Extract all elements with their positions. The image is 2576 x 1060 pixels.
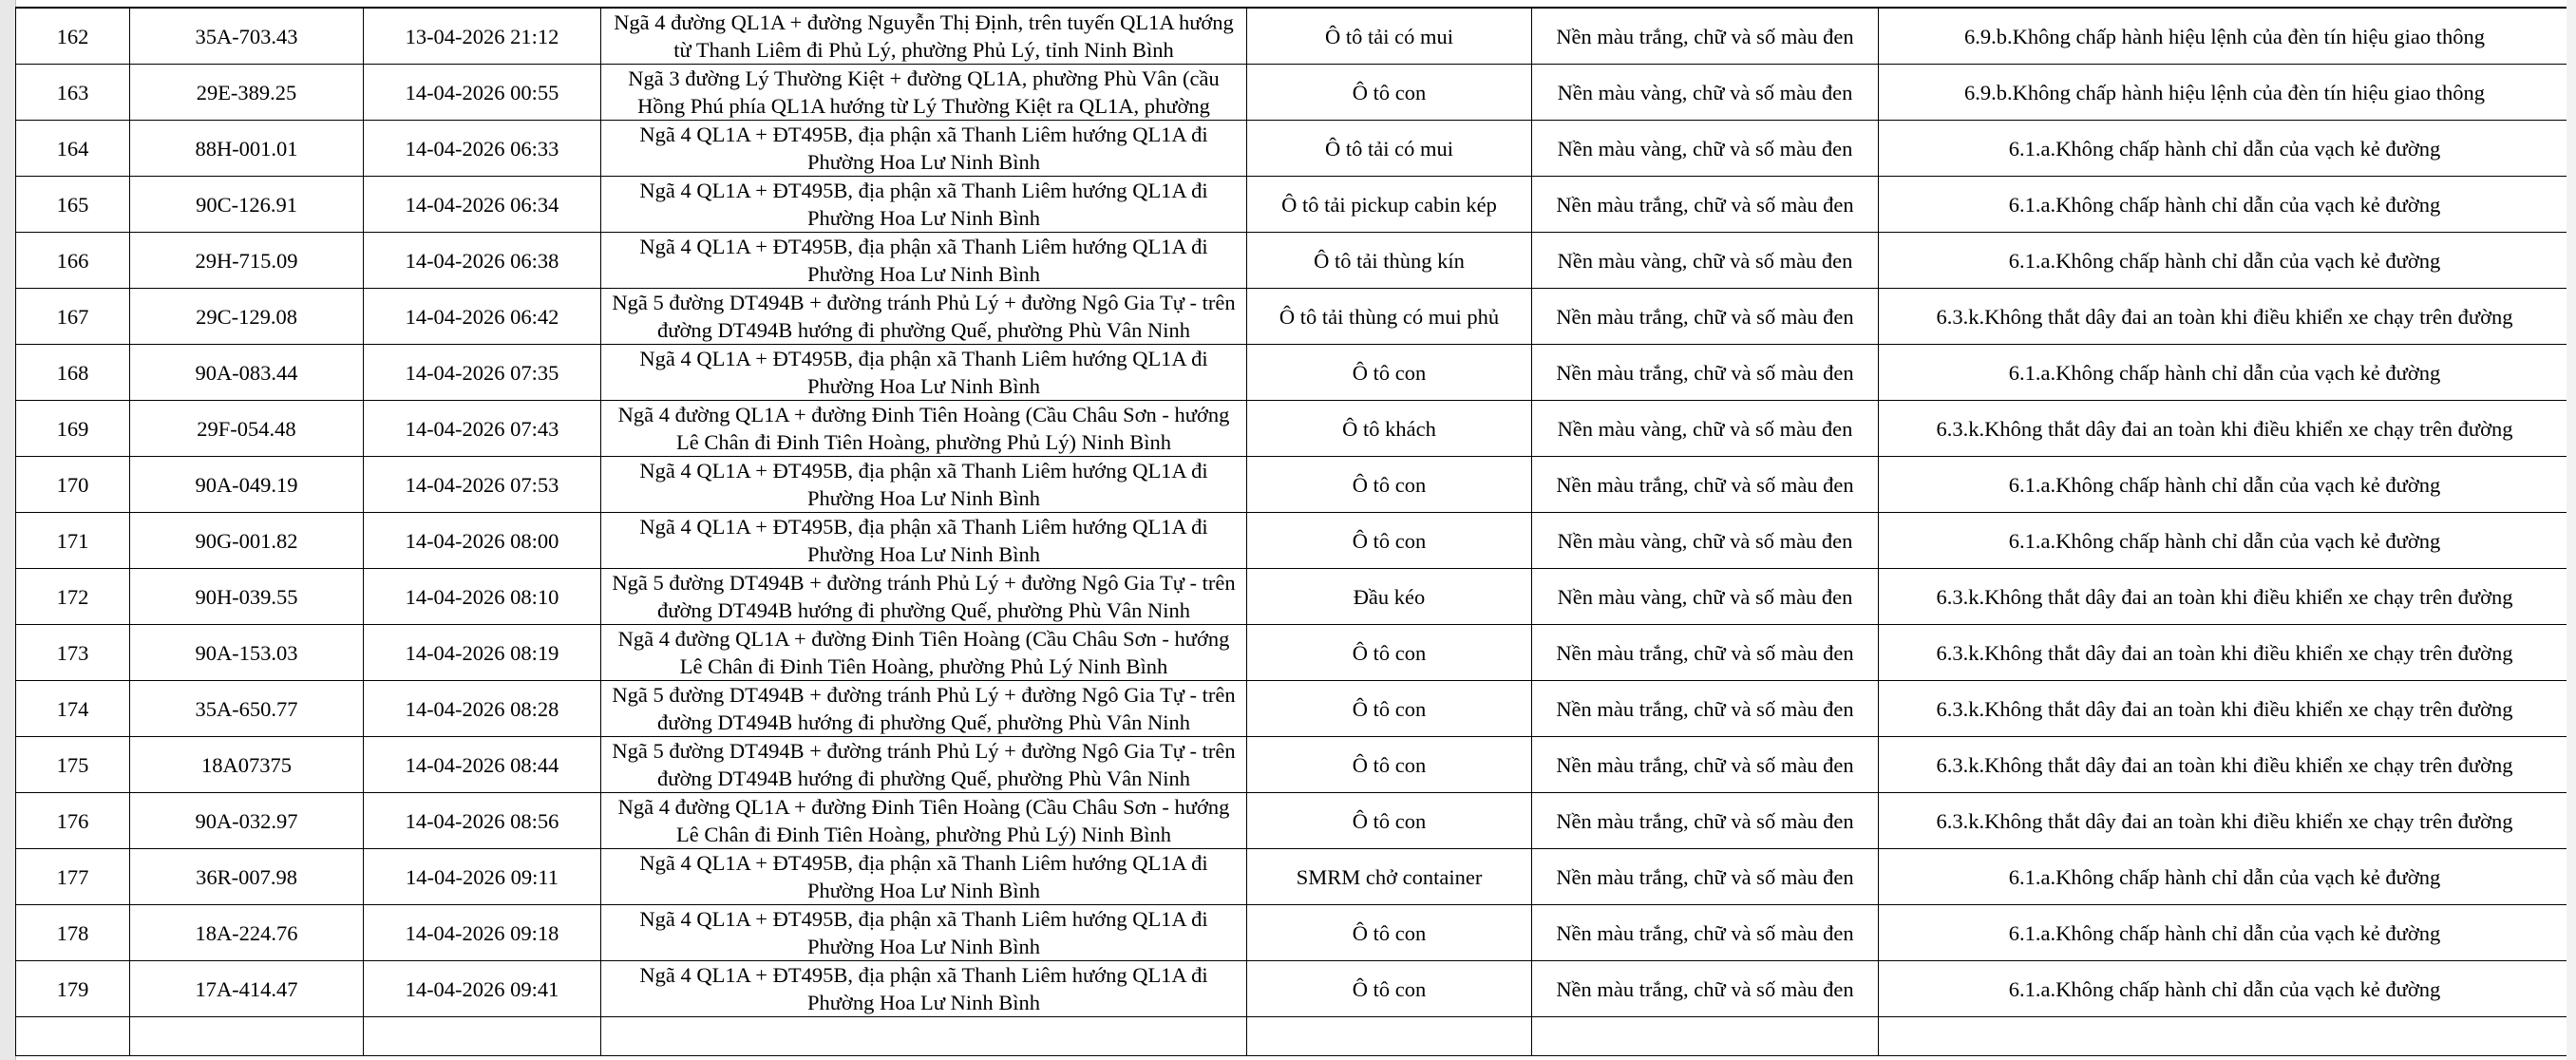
cell-vehicle-type: Ô tô con (1247, 793, 1532, 849)
cell-violation: 6.3.k.Không thắt dây đai an toàn khi điều khiển xe chạy trên đường (1879, 569, 2571, 625)
cell-vehicle-type: Ô tô tải có mui (1247, 9, 1532, 65)
cell-vehicle-type: Ô tô con (1247, 681, 1532, 737)
table-row-partial (16, 1017, 2571, 1056)
table-row (16, 233, 2571, 289)
cell-vehicle-type: Ô tô tải pickup cabin kép (1247, 177, 1532, 233)
cell-license-plate: 29C-129.08 (130, 289, 364, 345)
cell-location: Ngã 4 QL1A + ĐT495B, địa phận xã Thanh Liêm hướng QL1A đi Phường Hoa Lư Ninh Bình (601, 961, 1247, 1017)
cell-location: Ngã 5 đường DT494B + đường tránh Phủ Lý + đường Ngô Gia Tự - trên đường DT494B hướng đi phường Quế, phường Phù Vân Ninh (601, 289, 1247, 345)
cell-stt: 167 (16, 289, 130, 345)
cell-violation-time: 14-04-2026 06:33 (364, 121, 601, 177)
cell-empty (601, 1017, 1247, 1056)
cell-empty (1532, 1017, 1879, 1056)
cell-plate-color: Nền màu vàng, chữ và số màu đen (1532, 233, 1879, 289)
table-row (16, 737, 2571, 793)
table-row (16, 569, 2571, 625)
cell-license-plate: 18A07375 (130, 737, 364, 793)
cell-stt: 174 (16, 681, 130, 737)
cell-plate-color: Nền màu trắng, chữ và số màu đen (1532, 737, 1879, 793)
cell-plate-color: Nền màu trắng, chữ và số màu đen (1532, 177, 1879, 233)
table-row (16, 401, 2571, 457)
cell-empty (16, 1017, 130, 1056)
cell-empty (1879, 1017, 2571, 1056)
table-row (16, 9, 2571, 65)
cell-violation-time: 14-04-2026 08:19 (364, 625, 601, 681)
cell-location: Ngã 5 đường DT494B + đường tránh Phủ Lý + đường Ngô Gia Tự - trên đường DT494B hướng đi phường Quế, phường Phù Vân Ninh (601, 681, 1247, 737)
top-border (15, 0, 2570, 8)
cell-empty (1247, 1017, 1532, 1056)
cell-license-plate: 35A-650.77 (130, 681, 364, 737)
left-margin (0, 0, 16, 1060)
table-row (16, 345, 2571, 401)
cell-plate-color: Nền màu trắng, chữ và số màu đen (1532, 905, 1879, 961)
cell-violation: 6.9.b.Không chấp hành hiệu lệnh của đèn tín hiệu giao thông (1879, 65, 2571, 121)
cell-license-plate: 18A-224.76 (130, 905, 364, 961)
cell-license-plate: 90A-153.03 (130, 625, 364, 681)
cell-violation: 6.1.a.Không chấp hành chỉ dẫn của vạch kẻ đường (1879, 457, 2571, 513)
table-row (16, 513, 2571, 569)
table-row (16, 65, 2571, 121)
cell-vehicle-type: Ô tô con (1247, 961, 1532, 1017)
cell-violation: 6.1.a.Không chấp hành chỉ dẫn của vạch kẻ đường (1879, 177, 2571, 233)
cell-vehicle-type: Đầu kéo (1247, 569, 1532, 625)
cell-stt: 179 (16, 961, 130, 1017)
cell-vehicle-type: Ô tô con (1247, 625, 1532, 681)
cell-violation-time: 14-04-2026 08:44 (364, 737, 601, 793)
cell-stt: 166 (16, 233, 130, 289)
cell-violation-time: 14-04-2026 09:18 (364, 905, 601, 961)
cell-violation: 6.1.a.Không chấp hành chỉ dẫn của vạch kẻ đường (1879, 905, 2571, 961)
cell-plate-color: Nền màu trắng, chữ và số màu đen (1532, 345, 1879, 401)
cell-violation: 6.9.b.Không chấp hành hiệu lệnh của đèn tín hiệu giao thông (1879, 9, 2571, 65)
cell-location: Ngã 4 đường QL1A + đường Đinh Tiên Hoàng (Cầu Châu Sơn - hướng Lê Chân đi Đinh Tiên Hoàng, phường Phủ Lý Ninh Bình (601, 625, 1247, 681)
cell-stt: 163 (16, 65, 130, 121)
table-row (16, 121, 2571, 177)
cell-violation: 6.1.a.Không chấp hành chỉ dẫn của vạch kẻ đường (1879, 849, 2571, 905)
table-row (16, 849, 2571, 905)
cell-plate-color: Nền màu vàng, chữ và số màu đen (1532, 65, 1879, 121)
cell-violation-time: 14-04-2026 07:35 (364, 345, 601, 401)
cell-vehicle-type: Ô tô tải có mui (1247, 121, 1532, 177)
cell-license-plate: 29E-389.25 (130, 65, 364, 121)
cell-violation-time: 14-04-2026 00:55 (364, 65, 601, 121)
cell-stt: 164 (16, 121, 130, 177)
cell-plate-color: Nền màu trắng, chữ và số màu đen (1532, 849, 1879, 905)
cell-violation: 6.3.k.Không thắt dây đai an toàn khi điều khiển xe chạy trên đường (1879, 625, 2571, 681)
cell-plate-color: Nền màu trắng, chữ và số màu đen (1532, 289, 1879, 345)
table-row (16, 289, 2571, 345)
cell-violation-time: 13-04-2026 21:12 (364, 9, 601, 65)
cell-stt: 178 (16, 905, 130, 961)
cell-stt: 171 (16, 513, 130, 569)
cell-location: Ngã 4 QL1A + ĐT495B, địa phận xã Thanh Liêm hướng QL1A đi Phường Hoa Lư Ninh Bình (601, 457, 1247, 513)
cell-violation: 6.1.a.Không chấp hành chỉ dẫn của vạch kẻ đường (1879, 513, 2571, 569)
cell-vehicle-type: Ô tô con (1247, 457, 1532, 513)
cell-location: Ngã 4 đường QL1A + đường Đinh Tiên Hoàng (Cầu Châu Sơn - hướng Lê Chân đi Đinh Tiên Hoàng, phường Phủ Lý) Ninh Bình (601, 401, 1247, 457)
cell-empty (130, 1017, 364, 1056)
cell-stt: 172 (16, 569, 130, 625)
cell-violation-time: 14-04-2026 09:11 (364, 849, 601, 905)
cell-location: Ngã 4 QL1A + ĐT495B, địa phận xã Thanh Liêm hướng QL1A đi Phường Hoa Lư Ninh Bình (601, 849, 1247, 905)
cell-violation-time: 14-04-2026 08:10 (364, 569, 601, 625)
cell-plate-color: Nền màu trắng, chữ và số màu đen (1532, 457, 1879, 513)
cell-violation-time: 14-04-2026 08:56 (364, 793, 601, 849)
cell-plate-color: Nền màu trắng, chữ và số màu đen (1532, 793, 1879, 849)
cell-location: Ngã 4 đường QL1A + đường Đinh Tiên Hoàng (Cầu Châu Sơn - hướng Lê Chân đi Đinh Tiên Hoàng, phường Phủ Lý) Ninh Bình (601, 793, 1247, 849)
cell-violation-time: 14-04-2026 06:42 (364, 289, 601, 345)
cell-license-plate: 90A-083.44 (130, 345, 364, 401)
cell-violation-time: 14-04-2026 06:34 (364, 177, 601, 233)
cell-location: Ngã 4 QL1A + ĐT495B, địa phận xã Thanh Liêm hướng QL1A đi Phường Hoa Lư Ninh Bình (601, 905, 1247, 961)
cell-license-plate: 29F-054.48 (130, 401, 364, 457)
cell-violation-time: 14-04-2026 06:38 (364, 233, 601, 289)
cell-location: Ngã 4 QL1A + ĐT495B, địa phận xã Thanh Liêm hướng QL1A đi Phường Hoa Lư Ninh Bình (601, 177, 1247, 233)
table-body (16, 9, 2571, 1056)
table-row (16, 177, 2571, 233)
cell-license-plate: 90G-001.82 (130, 513, 364, 569)
cell-license-plate: 90H-039.55 (130, 569, 364, 625)
table-row (16, 625, 2571, 681)
cell-violation: 6.3.k.Không thắt dây đai an toàn khi điều khiển xe chạy trên đường (1879, 289, 2571, 345)
cell-plate-color: Nền màu trắng, chữ và số màu đen (1532, 9, 1879, 65)
table-row (16, 793, 2571, 849)
cell-violation: 6.3.k.Không thắt dây đai an toàn khi điều khiển xe chạy trên đường (1879, 681, 2571, 737)
cell-stt: 169 (16, 401, 130, 457)
right-margin (2567, 0, 2576, 1060)
cell-stt: 176 (16, 793, 130, 849)
cell-violation: 6.3.k.Không thắt dây đai an toàn khi điều khiển xe chạy trên đường (1879, 401, 2571, 457)
cell-location: Ngã 3 đường Lý Thường Kiệt + đường QL1A, phường Phù Vân (cầu Hồng Phú phía QL1A hướng từ Lý Thường Kiệt ra QL1A, phường (601, 65, 1247, 121)
cell-vehicle-type: SMRM chở container (1247, 849, 1532, 905)
cell-plate-color: Nền màu trắng, chữ và số màu đen (1532, 681, 1879, 737)
cell-plate-color: Nền màu vàng, chữ và số màu đen (1532, 569, 1879, 625)
cell-license-plate: 90C-126.91 (130, 177, 364, 233)
cell-violation: 6.1.a.Không chấp hành chỉ dẫn của vạch kẻ đường (1879, 121, 2571, 177)
cell-vehicle-type: Ô tô con (1247, 345, 1532, 401)
cell-vehicle-type: Ô tô con (1247, 737, 1532, 793)
cell-location: Ngã 4 QL1A + ĐT495B, địa phận xã Thanh Liêm hướng QL1A đi Phường Hoa Lư Ninh Bình (601, 233, 1247, 289)
cell-empty (364, 1017, 601, 1056)
cell-stt: 175 (16, 737, 130, 793)
cell-stt: 165 (16, 177, 130, 233)
cell-vehicle-type: Ô tô tải thùng có mui phủ (1247, 289, 1532, 345)
cell-stt: 173 (16, 625, 130, 681)
cell-violation: 6.3.k.Không thắt dây đai an toàn khi điều khiển xe chạy trên đường (1879, 793, 2571, 849)
cell-violation: 6.1.a.Không chấp hành chỉ dẫn của vạch kẻ đường (1879, 233, 2571, 289)
cell-license-plate: 35A-703.43 (130, 9, 364, 65)
cell-location: Ngã 4 QL1A + ĐT495B, địa phận xã Thanh Liêm hướng QL1A đi Phường Hoa Lư Ninh Bình (601, 121, 1247, 177)
cell-violation: 6.3.k.Không thắt dây đai an toàn khi điều khiển xe chạy trên đường (1879, 737, 2571, 793)
cell-violation: 6.1.a.Không chấp hành chỉ dẫn của vạch kẻ đường (1879, 345, 2571, 401)
cell-vehicle-type: Ô tô con (1247, 905, 1532, 961)
cell-location: Ngã 4 QL1A + ĐT495B, địa phận xã Thanh Liêm hướng QL1A đi Phường Hoa Lư Ninh Bình (601, 345, 1247, 401)
cell-violation-time: 14-04-2026 07:43 (364, 401, 601, 457)
cell-violation-time: 14-04-2026 08:00 (364, 513, 601, 569)
cell-stt: 170 (16, 457, 130, 513)
cell-license-plate: 90A-049.19 (130, 457, 364, 513)
table-row (16, 681, 2571, 737)
cell-plate-color: Nền màu vàng, chữ và số màu đen (1532, 513, 1879, 569)
cell-location: Ngã 5 đường DT494B + đường tránh Phủ Lý + đường Ngô Gia Tự - trên đường DT494B hướng đi phường Quế, phường Phù Vân Ninh (601, 569, 1247, 625)
cell-vehicle-type: Ô tô khách (1247, 401, 1532, 457)
cell-license-plate: 29H-715.09 (130, 233, 364, 289)
cell-plate-color: Nền màu vàng, chữ và số màu đen (1532, 401, 1879, 457)
cell-violation-time: 14-04-2026 09:41 (364, 961, 601, 1017)
cell-location: Ngã 5 đường DT494B + đường tránh Phủ Lý + đường Ngô Gia Tự - trên đường DT494B hướng đi phường Quế, phường Phù Vân Ninh (601, 737, 1247, 793)
cell-license-plate: 36R-007.98 (130, 849, 364, 905)
cell-plate-color: Nền màu trắng, chữ và số màu đen (1532, 625, 1879, 681)
cell-vehicle-type: Ô tô con (1247, 65, 1532, 121)
violations-table (15, 8, 2571, 1056)
cell-violation-time: 14-04-2026 08:28 (364, 681, 601, 737)
cell-violation: 6.1.a.Không chấp hành chỉ dẫn của vạch kẻ đường (1879, 961, 2571, 1017)
table-row (16, 457, 2571, 513)
cell-license-plate: 90A-032.97 (130, 793, 364, 849)
cell-stt: 168 (16, 345, 130, 401)
table-row (16, 905, 2571, 961)
table-row (16, 961, 2571, 1017)
cell-stt: 177 (16, 849, 130, 905)
cell-location: Ngã 4 QL1A + ĐT495B, địa phận xã Thanh Liêm hướng QL1A đi Phường Hoa Lư Ninh Bình (601, 513, 1247, 569)
cell-plate-color: Nền màu vàng, chữ và số màu đen (1532, 121, 1879, 177)
cell-plate-color: Nền màu trắng, chữ và số màu đen (1532, 961, 1879, 1017)
cell-vehicle-type: Ô tô tải thùng kín (1247, 233, 1532, 289)
cell-license-plate: 88H-001.01 (130, 121, 364, 177)
cell-location: Ngã 4 đường QL1A + đường Nguyễn Thị Định, trên tuyến QL1A hướng từ Thanh Liêm đi Phủ Lý, phường Phủ Lý, tỉnh Ninh Bình (601, 9, 1247, 65)
cell-stt: 162 (16, 9, 130, 65)
cell-violation-time: 14-04-2026 07:53 (364, 457, 601, 513)
cell-vehicle-type: Ô tô con (1247, 513, 1532, 569)
cell-license-plate: 17A-414.47 (130, 961, 364, 1017)
